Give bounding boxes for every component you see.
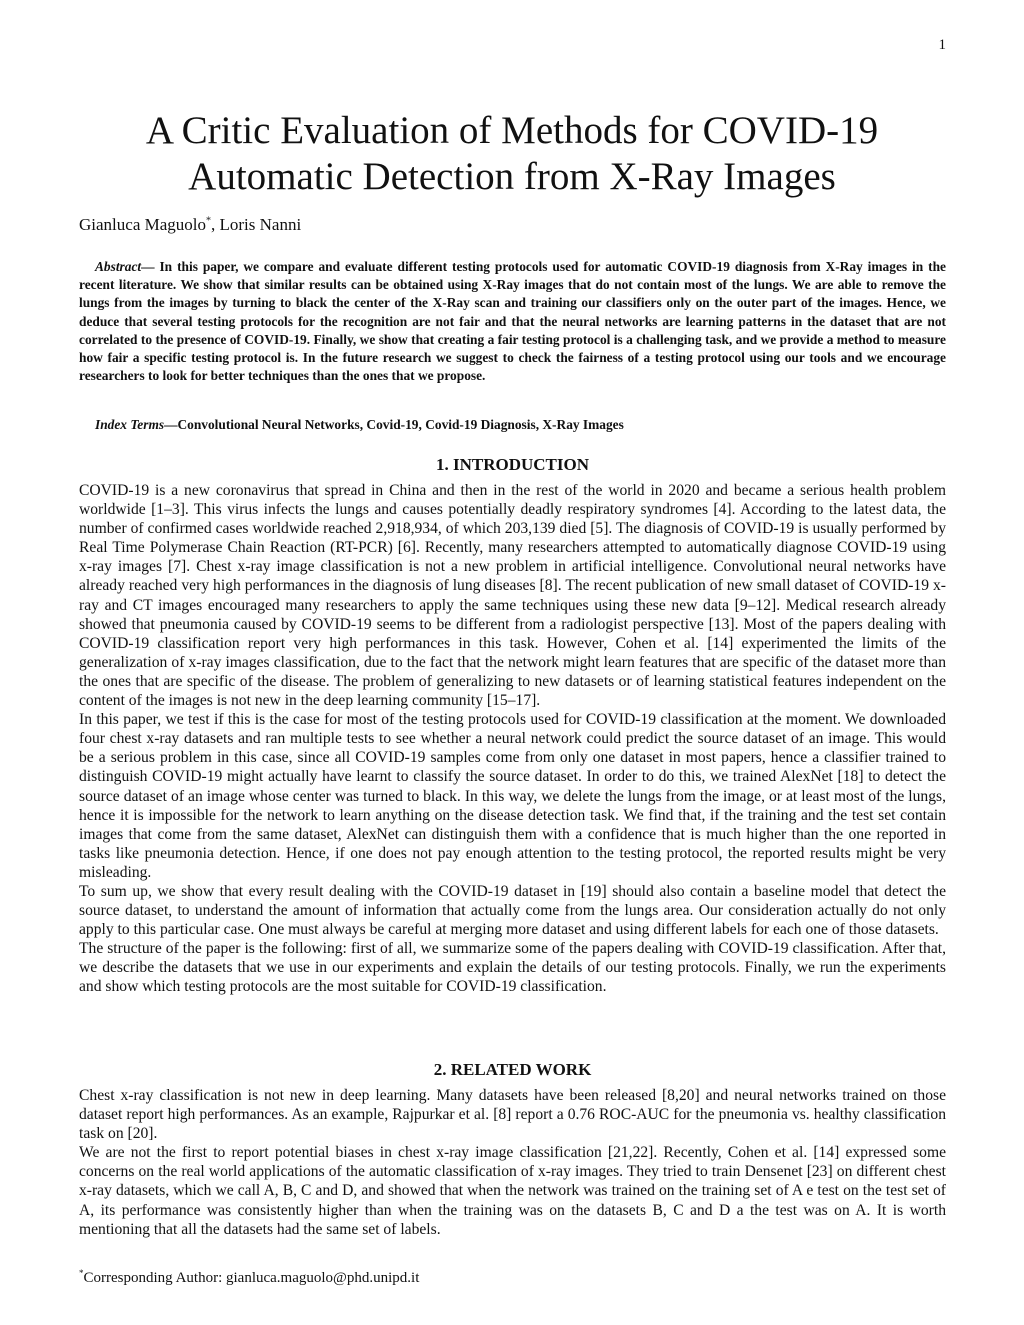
paragraph: COVID-19 is a new coronavirus that spread in China and then in the rest of the world in 2020 and became a serious health problem worldwide [1–3]. This virus infects the lungs and causes potentially deadly respiratory syndromes [4]. According to the latest data, the number of confirmed cases worldwide reached 2,918,934, of which 203,139 died [5]. The diagnosis of COVID-19 is usually performed by Real Time Polymerase Chain Reaction (RT-PCR) [6]. Recently, many researchers attempted to automatically diagnose COVID-19 using x-ray images [7]. Chest x-ray image classification is not a new problem in artificial intelligence. Convolutional neural networks have already reached very high performances in the diagnosis of lung diseases [8]. The recent publication of new small dataset of COVID-19 x-ray and CT images encouraged many researchers to apply the same techniques using these new data [9–12]. Medical research already showed that pneumonia caused by COVID-19 seems to be different from a radiologist perspective [13]. Most of the papers dealing with COVID-19 classification report very high performances in this task. However, Cohen et al. [14] experimented the limits of the generalization of x-ray images classification, due to the fact that the network might learn features that are specific of the dataset more than the ones that are specific of the disease. The problem of generalizing to new datasets or of learning statistical features independent on the content of the images is not new in the deep learning community [15–17].	[79, 482, 946, 710]
index-terms-text: Convolutional Neural Networks, Covid-19, Covid-19 Diagnosis, X-Ray Images	[177, 417, 624, 432]
page-number: 1	[938, 37, 946, 53]
paper-title-line-2: Automatic Detection from X-Ray Images	[188, 155, 836, 198]
index-terms-label: Index Terms	[95, 417, 165, 432]
abstract-label: Abstract	[95, 259, 142, 274]
footnote-marker: *	[79, 1268, 84, 1278]
paragraph: We are not the first to report potential biases in chest x-ray image classification [21,22]. Recently, Cohen et al. [14] expressed some concerns on the real world applications of the automatic classification of x-ray images. They tried to train Densenet [23] on different chest x-ray datasets, which we call A, B, C and D, and showed that when the network was trained on the training set of A e test on the test set of A, its performance was consistently higher than when the training was on the datasets B, C and D a the test was on A. It is worth mentioning that all the datasets had the same set of labels.	[79, 1144, 946, 1238]
abstract-text: In this paper, we compare and evaluate different testing protocols used for automatic COVID-19 diagnosis from X-Ray images in the recent literature. We show that similar results can be obtained using X-Ray images that do not contain most of the lungs. We are able to remove the lungs from the images by turning to black the center of the X-Ray scan and training our classifiers only on the outer part of the images. Hence, we deduce that several testing protocols for the recognition are not fair and that the neural networks are learning patterns in the dataset that are not correlated to the presence of COVID-19. Finally, we show that creating a fair testing protocol is a challenging task, and we provide a method to measure how fair a specific testing protocol is. In the future research we suggest to check the fairness of a testing protocol using our tools and we encourage researchers to look for better techniques than the ones that we propose.	[79, 259, 946, 384]
paragraph: Chest x-ray classification is not new in deep learning. Many datasets have been released [8,20] and neural networks trained on those dataset report high performances. As an example, Rajpurkar et al. [8] report a 0.76 ROC-AUC for the pneumonia vs. healthy classification task on [20].	[79, 1087, 946, 1143]
paragraph: In this paper, we test if this is the case for most of the testing protocols used for COVID-19 classification at the moment. We downloaded four chest x-ray datasets and ran multiple tests to see whether a neural network could predict the source dataset of an image. This would be a serious problem in this case, since all COVID-19 samples come from only one dataset in most papers, hence a classifier trained to distinguish COVID-19 might actually have learnt to classify the source dataset. In order to do this, we trained AlexNet [18] to detect the source dataset of an image whose center was turned to black. In this way, we delete the lungs from the image, or at least most of the lungs, hence it is impossible for the network to learn anything on the disease detection task. We find that, if the training and the test set contain images that come from the same dataset, AlexNet can distinguish them with a confidence that is much higher than the one reported in tasks like pneumonia detection. Hence, if one does not pay enough attention to the testing protocol, the reported results might be very misleading.	[79, 711, 946, 881]
section-body-introduction	[79, 481, 946, 997]
abstract	[79, 258, 946, 385]
section-body-related-work	[79, 1086, 946, 1239]
footnote	[79, 1268, 419, 1288]
section-heading-related-work: 2. RELATED WORK	[433, 1060, 592, 1079]
paper-title	[78, 108, 946, 200]
abstract-dash: —	[141, 259, 155, 274]
index-terms-dash: —	[164, 417, 178, 432]
paper-title-line-1: A Critic Evaluation of Methods for COVID-19	[145, 109, 879, 152]
index-terms	[79, 416, 946, 434]
author-rest: , Loris Nanni	[211, 215, 302, 234]
corresponding-author-marker: *	[206, 215, 211, 227]
footnote-text: Corresponding Author: gianluca.maguolo@phd.unipd.it	[83, 1270, 420, 1286]
paragraph: The structure of the paper is the following: first of all, we summarize some of the papers dealing with COVID-19 classification. After that, we describe the datasets that we use in our experiments and explain the details of our testing protocols. Finally, we run the experiments and show which testing protocols are the most suitable for COVID-19 classification.	[79, 940, 946, 996]
author-first: Gianluca Maguolo	[79, 215, 206, 234]
paragraph: To sum up, we show that every result dealing with the COVID-19 dataset in [19] should also contain a baseline model that detect the source dataset, to understand the amount of information that actually come from the lungs area. Our consideration actually do not only apply to this particular case. One must always be careful at merging more dataset and using different labels for each one of those datasets.	[79, 882, 946, 939]
section-heading-introduction: 1. INTRODUCTION	[435, 455, 590, 474]
author-list	[79, 214, 301, 236]
